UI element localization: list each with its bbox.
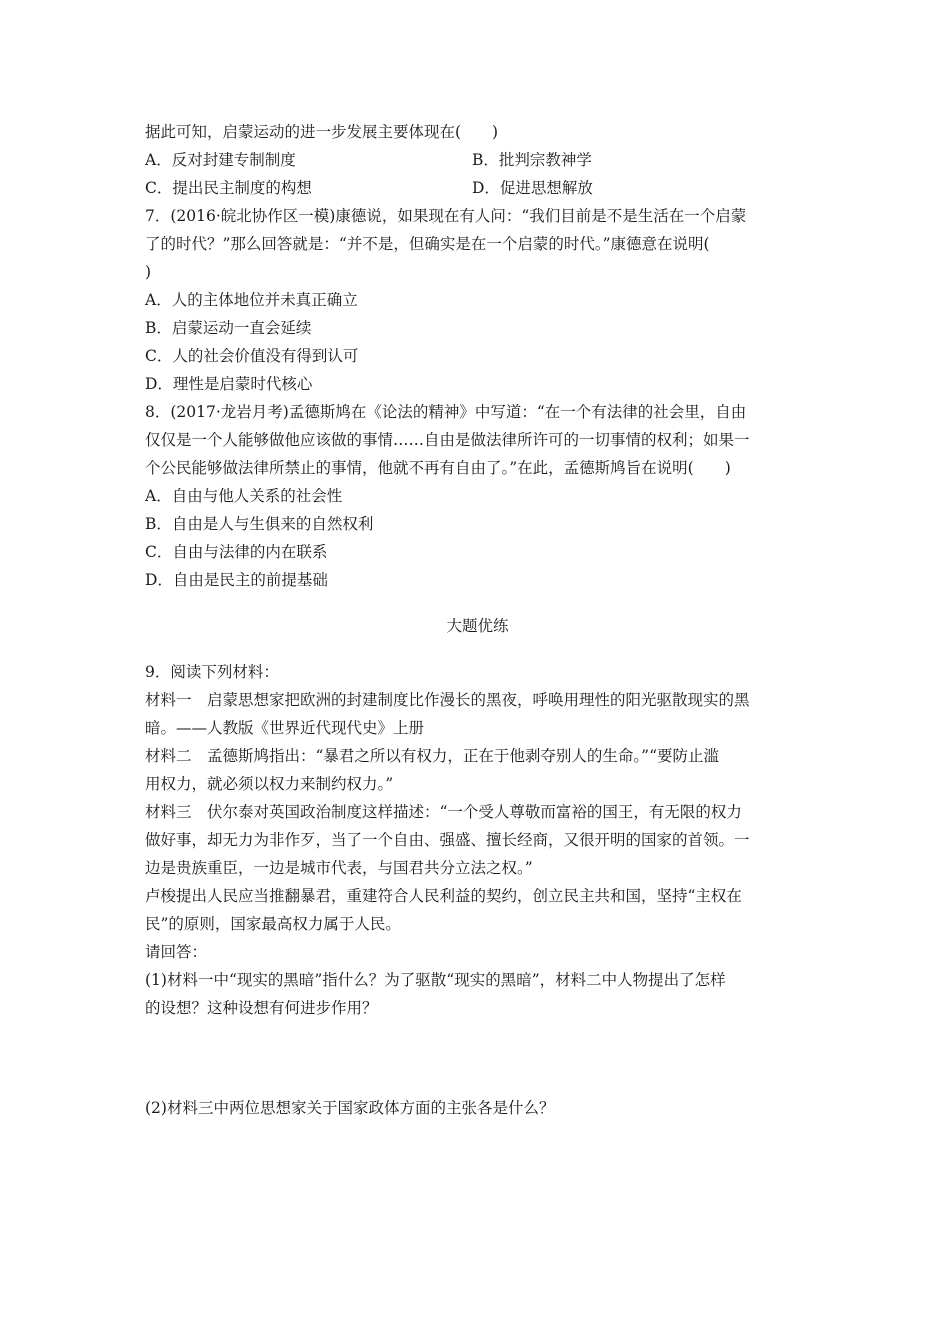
q9-line-3: 暗。——人教版《世界近代现代史》上册	[145, 719, 425, 737]
q8-option-b: B．自由是人与生俱来的自然权利	[145, 515, 374, 533]
q8-stem-line-3: 个公民能够做法律所禁止的事情，他就不再有自由了。”在此，孟德斯鸠旨在说明( )	[145, 459, 731, 477]
q9-line-11: 请回答：	[145, 943, 208, 961]
q7-option-d: D．理性是启蒙时代核心	[145, 375, 313, 393]
q6-option-b: B．批判宗教神学	[472, 151, 592, 169]
q8-stem-line-2: 仅仅是一个人能够做他应该做的事情……自由是做法律所许可的一切事情的权利；如果一	[145, 431, 750, 449]
q9-line-1: 9．阅读下列材料：	[145, 663, 279, 681]
q7-stem-line-2: 了的时代？”那么回答就是：“并不是，但确实是在一个启蒙的时代。”康德意在说明(	[145, 235, 710, 253]
q6-option-a: A．反对封建专制制度	[145, 151, 296, 169]
q7-option-c: C．人的社会价值没有得到认可	[145, 347, 359, 365]
q9-line-2: 材料一 启蒙思想家把欧洲的封建制度比作漫长的黑夜，呼唤用理性的阳光驱散现实的黑	[145, 691, 750, 709]
q6-option-d: D．促进思想解放	[472, 179, 593, 197]
q9-line-8: 边是贵族重臣，一边是城市代表，与国君共分立法之权。”	[145, 859, 533, 877]
q8-option-a: A．自由与他人关系的社会性	[145, 487, 343, 505]
q8-stem-line-1: 8．(2017·龙岩月考)孟德斯鸠在《论法的精神》中写道：“在一个有法律的社会里，自由	[145, 403, 747, 421]
q6-options-row-1	[145, 146, 810, 174]
q7-stem-line-3: )	[145, 263, 152, 281]
q7-option-b: B．启蒙运动一直会延续	[145, 319, 312, 337]
q9-line-5: 用权力，就必须以权力来制约权力。”	[145, 775, 394, 793]
answer-space	[145, 1022, 810, 1094]
q9-line-12: (1)材料一中“现实的黑暗”指什么？为了驱散“现实的黑暗”，材料二中人物提出了怎样	[145, 971, 726, 989]
q9-line-7: 做好事，却无力为非作歹，当了一个自由、强盛、擅长经商，又很开明的国家的首领。一	[145, 831, 750, 849]
q7-option-a: A．人的主体地位并未真正确立	[145, 291, 358, 309]
q8-option-c: C．自由与法律的内在联系	[145, 543, 328, 561]
section-title: 大题优练	[446, 617, 509, 635]
q6-option-c: C．提出民主制度的构想	[145, 179, 312, 197]
q9-line-13: 的设想？这种设想有何进步作用？	[145, 999, 378, 1017]
document-page	[145, 118, 810, 1122]
q9-sub-question-2: (2)材料三中两位思想家关于国家政体方面的主张各是什么？	[145, 1099, 555, 1117]
q8-option-d: D．自由是民主的前提基础	[145, 571, 328, 589]
q7-stem-line-1: 7．(2016·皖北协作区一模)康德说，如果现在有人问：“我们目前是不是生活在一个启蒙	[145, 207, 747, 225]
q9-line-4: 材料二 孟德斯鸠指出：“暴君之所以有权力，正在于他剥夺别人的生命。”“要防止滥	[145, 747, 720, 765]
q6-stem: 据此可知，启蒙运动的进一步发展主要体现在( )	[145, 123, 499, 141]
q9-line-6: 材料三 伏尔泰对英国政治制度这样描述：“一个受人尊敬而富裕的国王，有无限的权力	[145, 803, 742, 821]
q9-line-9: 卢梭提出人民应当推翻暴君，重建符合人民利益的契约，创立民主共和国，坚持“主权在	[145, 887, 742, 905]
q9-line-10: 民”的原则，国家最高权力属于人民。	[145, 915, 401, 933]
q6-options-row-2	[145, 174, 810, 202]
